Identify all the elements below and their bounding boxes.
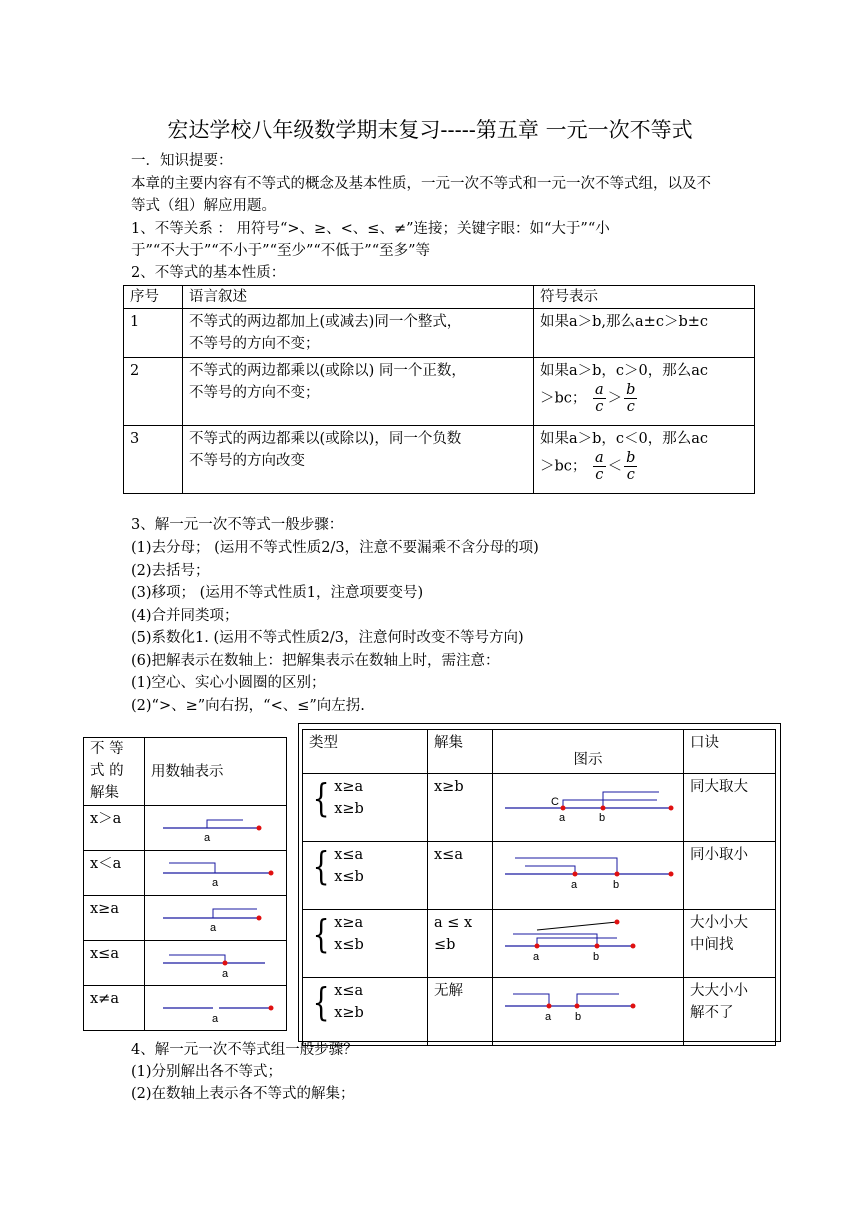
properties-table [123,285,755,494]
svg-text:a: a [533,951,540,963]
inequality-label: x＞a [84,806,145,851]
row-symbol: 如果a＞b,那么a±c＞b±c [534,309,755,358]
solution-cell: x≤a [428,842,493,910]
header-cell: 符号表示 [534,286,755,309]
diagram-cell [493,910,684,978]
diagram-cell [493,842,684,910]
number-line-diagram [145,896,275,940]
number-line-diagram [493,910,683,974]
row-number: 1 [124,309,183,358]
item4-heading: 4、解一元一次不等式组一般步骤？ [131,1042,358,1058]
row-number: 2 [124,358,183,426]
table-row [124,309,755,358]
table-row [84,738,287,806]
step-line: (2)“>、≥”向右拐，“<、≤”向左拐. [131,698,365,714]
header-cell: 图示 [493,730,684,774]
number-line-diagram [145,941,275,985]
header-cell: 语言叙述 [183,286,534,309]
step-line: (1)空心、实心小圆圈的区别； [131,675,326,691]
svg-text:a: a [545,1011,552,1023]
step-line: (2)在数轴上表示各不等式的解集； [131,1086,355,1102]
inequality-label: x≠a [84,986,145,1031]
item3-heading: 3、解一元一次不等式一般步骤： [131,517,344,533]
system-cell: { x≤a x≤b [303,842,428,910]
table-row [124,426,755,494]
solution-cell: 无解 [428,978,493,1046]
item1-line-2: 于”“不大于”“不小于”“至少”“不低于”“至多”等 [131,243,431,259]
number-line-diagram [493,774,683,838]
header-cell: 不 等 式 的 解集 [84,738,145,806]
row-description: 不等式的两边都加上(或减去)同一个整式， 不等号的方向不变； [183,309,534,358]
diagram-cell [493,774,684,842]
item1-line-1: 1、不等关系 ： 用符号“>、≥、<、≤、≠”连接；关键字眼：如“大于”“小 [131,221,610,237]
system-cell: { x≤a x≥b [303,978,428,1046]
svg-text:a: a [212,877,219,889]
number-line-cell [145,986,287,1031]
table-row [124,286,755,309]
svg-text:b: b [575,1011,582,1023]
inequality-label: x≥a [84,896,145,941]
rhyme-cell: 同小取小 [684,842,776,910]
system-inequality-table [302,729,776,1046]
table-row [303,910,776,978]
rhyme-cell: 同大取大 [684,774,776,842]
system-cell: { x≥a x≥b [303,774,428,842]
number-line-diagram [493,842,683,906]
item2-heading: 2、不等式的基本性质： [131,265,286,281]
solution-cell: a ≤ x ≤b [428,910,493,978]
page-title: 宏达学校八年级数学期末复习-----第五章 一元一次不等式 [167,118,693,142]
row-description: 不等式的两边都乘以(或除以) 同一个正数， 不等号的方向不变； [183,358,534,426]
intro-line-2: 等式（组）解应用题。 [131,198,276,214]
solution-cell: x≥b [428,774,493,842]
table-row [84,806,287,851]
inequality-label: x＜a [84,851,145,896]
svg-text:b: b [599,812,606,824]
step-line: (4)合并同类项； [131,608,239,624]
row-symbol: 如果a＞b，c＞0，那么ac ＞bc； $\frac{a}{c}$ ＞ $\frac{b}{c}$ [534,358,755,426]
svg-text:C: C [551,796,559,808]
number-line-diagram [493,978,683,1042]
number-line-cell [145,941,287,986]
step-line: (5)系数化1. (运用不等式性质2/3，注意何时改变不等号方向) [131,630,524,646]
fraction-a-over-c: $\frac{a}{c}$ [595,450,604,483]
number-line-diagram [145,986,275,1030]
row-description: 不等式的两边都乘以(或除以)，同一个负数 不等号的方向改变 [183,426,534,494]
number-line-cell [145,896,287,941]
table-row [84,896,287,941]
table-row [303,774,776,842]
header-cell: 类型 [303,730,428,774]
table-row [84,851,287,896]
rhyme-cell: 大大小小 解不了 [684,978,776,1046]
header-cell: 用数轴表示 [145,738,287,806]
header-cell: 解集 [428,730,493,774]
svg-text:a: a [222,968,229,980]
step-line: (3)移项； (运用不等式性质1，注意项要变号) [131,585,424,601]
table-row [84,986,287,1031]
intro-line-1: 本章的主要内容有不等式的概念及基本性质，一元一次不等式和一元一次不等式组，以及不 [131,176,711,192]
step-line: (6)把解表示在数轴上：把解集表示在数轴上时，需注意： [131,653,500,669]
header-cell: 序号 [124,286,183,309]
number-line-diagram [145,806,275,850]
row-symbol: 如果a＞b，c＜0，那么ac ＞bc； $\frac{a}{c}$ ＜ $\frac{b}{c}$ [534,426,755,494]
inequality-label: x≤a [84,941,145,986]
table-row [303,978,776,1046]
system-cell: { x≥a x≤b [303,910,428,978]
header-cell: 口诀 [684,730,776,774]
table-row [84,941,287,986]
table-row [124,358,755,426]
table-row [303,730,776,774]
fraction-a-over-c: $\frac{a}{c}$ [595,382,604,415]
number-line-cell [145,851,287,896]
svg-text:b: b [613,879,620,891]
fraction-b-over-c: $\frac{b}{c}$ [626,450,636,483]
single-inequality-table [83,737,287,1031]
step-line: (1)分别解出各不等式； [131,1064,283,1080]
step-line: (2)去括号； [131,563,210,579]
svg-text:a: a [212,1013,219,1025]
table-row [303,842,776,910]
rhyme-cell: 大小小大 中间找 [684,910,776,978]
diagram-cell [493,978,684,1046]
svg-text:a: a [210,922,217,934]
section-heading: 一．知识提要： [131,153,233,169]
svg-text:a: a [571,879,578,891]
svg-text:b: b [593,951,600,963]
row-number: 3 [124,426,183,494]
step-line: (1)去分母； (运用不等式性质2/3，注意不要漏乘不含分母的项) [131,540,539,556]
svg-text:a: a [204,832,211,844]
svg-text:a: a [559,812,566,824]
fraction-b-over-c: $\frac{b}{c}$ [626,382,636,415]
number-line-cell [145,806,287,851]
number-line-diagram [145,851,275,895]
